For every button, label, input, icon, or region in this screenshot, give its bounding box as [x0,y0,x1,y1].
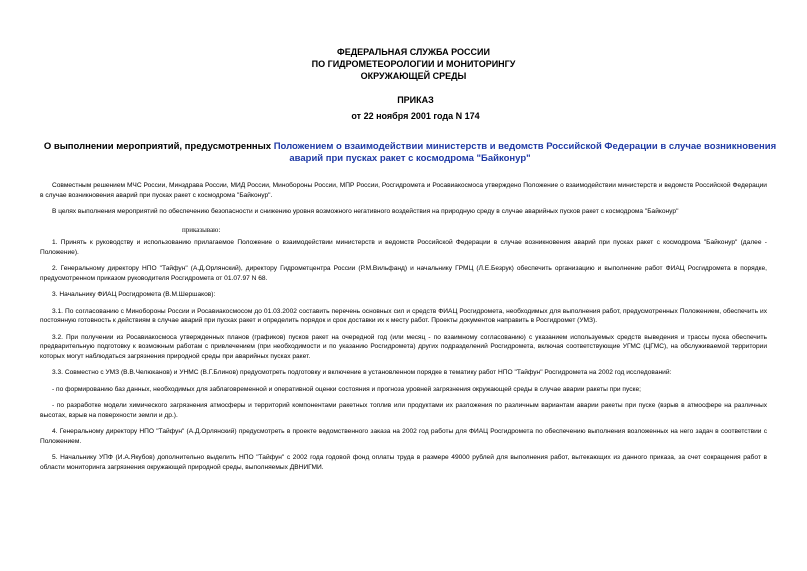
order-word: приказываю: [182,225,221,234]
subject-link[interactable]: Положением о взаимодействии министерств и ведомств Российской Федерации в случае возникновения аварий при пусках ракет с космодрома "Байконур" [273,141,777,164]
paragraph-6: 3.1. По согласованию с Минобороны России и Росавиакосмосом до 01.03.2002 составить перечень основных сил и средств ФИАЦ Росгидромета, необходимых для выполнения работ, предусмотренных Положением, обеспечить их постоянную готовность к действиям в случае аварий при пусках ракет и определить порядок и срок доставки их к месту работ. Проекты документов направить в Росгидромет (УМЗ). [40,307,767,324]
paragraph-5: 3. Начальнику ФИАЦ Росгидромета (В.М.Шершаков): [52,291,216,298]
agency-line-1: ФЕДЕРАЛЬНАЯ СЛУЖБА РОССИИ [337,47,490,57]
paragraph-10: - по разработке модели химического загрязнения атмосферы и территорий компонентами ракетных топлив или продуктами их разложения по различным вариантам аварии ракеты при пуске (взрыв в атмосфере на различных высотах, взрыв на поверхности земли и др.). [40,402,767,419]
order-title: ПРИКАЗ [397,95,434,105]
paragraph-3: 1. Принять к руководству и использованию прилагаемое Положение о взаимодействии министерств и ведомств Российской Федерации в случае возникновения аварий при пусках ракет с космодрома "Байконур" (далее - Положение). [40,239,767,256]
paragraph-12: 5. Начальнику УПФ (И.А.Якубов) дополнительно выделить НПО "Тайфун" с 2002 года годовой фонд оплаты труда в размере 49000 рублей для выполнения работ, вытекающих из данного приказа, за счет сокращения работ в области мониторинга загрязнения окружающей природной среды, выполняемых ДВНИГМИ. [40,454,767,471]
agency-header [0,46,807,82]
paragraph-2: В целях выполнения мероприятий по обеспечению безопасности и снижению уровня возможного негативного воздействия на природную среду в случае аварийных пусков ракет с космодрома "Байконур" [52,208,679,215]
document-body [40,181,767,472]
paragraph-8: 3.3. Совместно с УМЗ (В.В.Челюканов) и УНМС (В.Г.Блинов) предусмотреть подготовку и включение в установленном порядке в тематику работ НПО "Тайфун" Росгидромета на 2002 год исследований: [52,369,672,376]
paragraph-4: 2. Генеральному директору НПО "Тайфун" (А.Д.Орлянский), директору Гидрометцентра России (Р.М.Вильфанд) и начальнику ГРМЦ (Л.Е.Безрук) обеспечить организацию и выполнение работ ФИАЦ Росгидромета в порядке, предусмотренном приказом руководителя Росгидромета от 01.07.97 N 68. [40,265,767,282]
agency-line-2: ПО ГИДРОМЕТЕОРОЛОГИИ И МОНИТОРИНГУ [311,59,516,69]
agency-line-3: ОКРУЖАЮЩЕЙ СРЕДЫ [360,71,467,81]
subject-prefix: О выполнении мероприятий, предусмотренных [43,141,274,152]
paragraph-1: Совместным решением МЧС России, Минздрава России, МИД России, Минобороны России, МПР России, Росгидромета и Росавиакосмоса утверждено Положение о взаимодействии министерств и ведомств Российской Федерации в случае возникновения аварий при пусках ракет с космодрома "Байконур". [40,182,767,199]
paragraph-9: - по формированию баз данных, необходимых для заблаговременной и оперативной оценки состояния и прогноза уровней загрязнения окружающей среды в случае аварии ракеты при пуске; [52,385,641,393]
paragraph-7: 3.2. При получении из Росавиакосмоса утвержденных планов (графиков) пусков ракет на очередной год (или месяц - по взаимному согласованию) с указанием используемых средств выведения и трассы пуска обеспечить предварительную подготовку к возможным работам с привлечением (при необходимости и по указанию Росгидромета) других подразделений Росгидромета, включая соответствующие УГМС (ЦГМС), на обслуживаемой территории которых могут наблюдаться загрязнения природной среды при аварийных пусках ракет. [40,333,767,360]
order-subject [40,141,780,165]
paragraph-11: 4. Генеральному директору НПО "Тайфун" (А.Д.Орлянский) предусмотреть в проекте ведомственного заказа на 2002 год работы для ФИАЦ Росгидромета по обеспечению выполнения возложенных на него задач в соответствии с Положением. [40,428,767,445]
order-date: от 22 ноября 2001 года N 174 [351,111,480,121]
